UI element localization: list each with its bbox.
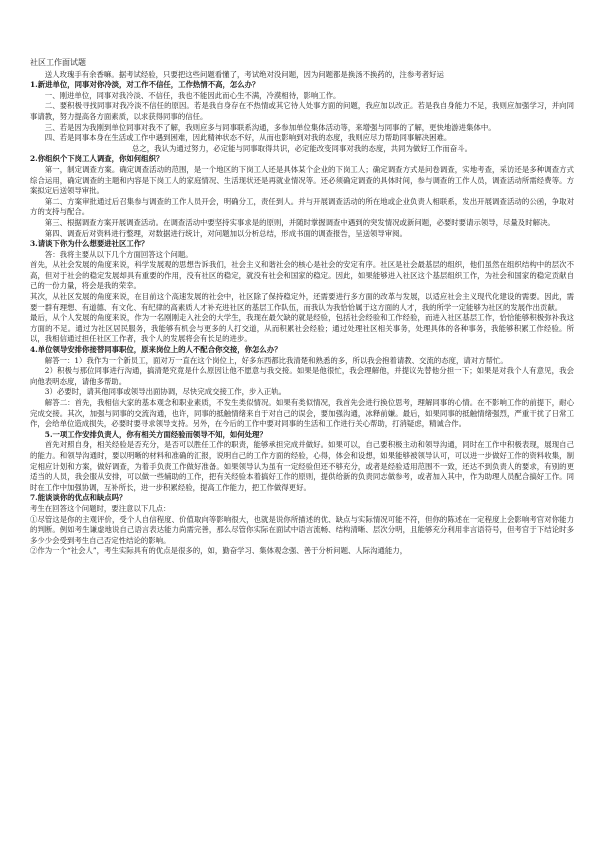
question-3-heading: 3.请谈下你为什么想要进社区工作？ [30, 239, 149, 249]
q4-answer-1c: 3）必要时，请其他同事或领导出面协调，尽快完成交接工作，步入正轨。 [44, 387, 287, 397]
q2-paragraph-4: 第四、调查后对资料进行整理，对数据进行统计，对问题加以分析总结，形成书面的调查报告，呈送领导审阅。 [44, 228, 407, 238]
q3-paragraph-1: 首先，从社会发展的角度来说，科学发展观的思想告诉我们，社会主义和谐社会的核心是社会的安定有序。社区是社会最基层的组织，他们虽然在组织结构中的层次不高，但对于社会的稳定发展却具有重要的作用，没有社区的稳定，就没有社会和国家的稳定。因此，如果能够进入社区这个基层组织工作，为社会和国家的稳定贡献自己的一份力量，将会是我的荣幸。 [30, 260, 574, 291]
q4-answer-1b: 2）积极与那位同事进行沟通，搞清楚究竟是什么原因让他不愿意与我交接。如果是他很忙，我会理解他，并提议先替他分担一下；如果是对我个人有意见，我会向他表明态度，请他多帮助。 [30, 366, 574, 386]
intro-paragraph: 送人玫瑰手有余香嘛。据考试经验，只要把这些问题看懂了，考试绝对没问题，因为问题都是换汤不换药的，注参考者好运 [44, 69, 444, 79]
q1-paragraph-3: 三、若是因为我刚到单位同事对我不了解，我则应多与同事联系沟通，多参加单位集体活动等，来增强与同事的了解，更快地游进集体中。 [44, 122, 496, 132]
question-7-heading: 7.能谈谈你的优点和缺点吗？ [30, 493, 127, 503]
q4-answer-1: 解答一：1）我作为一个新员工，面对万一直在这个岗位上，好多东西都比我清楚和熟悉的多，所以我会抱着请教、交流的态度，请对方帮忙。 [44, 355, 508, 365]
q7-point-2: ②作为一个“社会人”，考生实际具有的优点是很多的，如，勤奋学习、集体观念强、善于分析问题、人际沟通能力， [30, 546, 408, 556]
q4-answer-2: 解答二：首先，我相信大家的基本观念和职业素质，不发生类似情况。如果有类似情况，我首先会进行换位思考，理解同事的心情。在不影响工作的前提下，耐心完成交接。其次，加强与同事的交流沟通，也许，同事的抵触情绪来自于对自己的误会，要加强沟通，冰释前嫌。最后，如果同事的抵触情绪强烈，严重干扰了日常工作，会给单位造成损失，必要时要寻求领导支持。另外，在今后的工作中要对同事的生活和工作进行关心帮助，打消疑虑，精诚合作。 [30, 398, 574, 429]
q2-paragraph-1: 第一，制定调查方案。确定调查活动的范围，是一个地区的下岗工人还是具体某个企业的下岗工人；确定调查方式是问卷调查，实地考查，采访还是多种调查方式综合运用，确定调查的主题和内容是下岗工人的家庭情况、生活现状还是再就业情况等。还必须确定调查的具体时间，参与调查的工作人员，调查活动所需经费等。方案拟定后送领导审批。 [30, 164, 574, 196]
q1-paragraph-2: 二、要积极寻找同事对我冷淡不信任的原因。若是我自身存在不热情或其它待人处事方面的问题，我应加以改正。若是我自身能力不足，我则应加强学习，并向同事请教，努力提高各方面素质，以求获得同事的信任。 [30, 101, 574, 121]
question-4-heading: 4.单位领导安排你接替同事职位，原来岗位上的人不配合你交接，你怎么办？ [30, 345, 282, 355]
q7-point-1: ①尽管这是你的主观评价，受个人自信程度、价值取向等影响很大，也就是说你所描述的优、缺点与实际情况可能不符，但你的陈述在一定程度上会影响考官对你能力的判断。例如考生谦虚地说自己语言表达能力尚需完善，那么尽管你实际在面试中语言流畅、结构清晰、层次分明，且能够充分利用非言语符号，但考官于下结论时多多少少会受到考生自己否定性结论的影响。 [30, 514, 574, 545]
q5-paragraph-1: 首先对照自身，相关经验是否充分，是否可以胜任工作的职责，能够承担完成并做好。如果可以，自己要积极主动和领导沟通，同时在工作中积极表现，展现自己的能力。和领导沟通时，要以明晰的材料和准确的汇报，说明自己的工作方面的经验，心得，体会和设想，如果能够被领导认可，可以进一步做好工作的资料收集，制定相应计划和方案，做好调查，为着手负责工作做好准备。如果领导认为虽有一定经验但还不够充分，或者是经验适用范围不一致，还达不到负责人的要求，有别的更适当的人员，我会服从安排，可以做一些辅助的工作，把有关经验本着搞好工作的原则，提供给新的负责同志做参考，或者加入其中，作为助理人员配合搞好工作。同时在工作中加强协调，互补所长，进一步积累经验，提高工作能力，把工作做得更好。 [30, 440, 574, 492]
q2-paragraph-2: 第二、方案审批通过后召集参与调查的工作人员开会，明确分工，责任到人。并与开展调查活动的所在地或企业负责人相联系，发出开展调查活动的公函，争取对方的支持与配合。 [30, 196, 574, 217]
question-1-heading: 1.新进单位，同事对你冷淡，对工作不信任，工作热情不高，怎么办？ [30, 80, 260, 90]
q7-intro: 考生在回答这个问题时，要注意以下几点： [30, 503, 171, 513]
q1-paragraph-1: 一、刚进单位，同事对我冷淡、不信任，我也不能因此而心生不满，冷漠相待，影响工作。 [44, 90, 341, 100]
q1-paragraph-4: 四、若是同事本身在生活或工作中遇到困难，因此精神状态不好，从而也影响到对我的态度，我则应尽力帮助同事解决困难。 [44, 133, 452, 143]
document-title: 社区工作面试题 [30, 58, 86, 67]
question-5-heading: 5.一项工作安排负责人，你有相关方面经验而领导不知，如何处理？ [44, 429, 267, 439]
q2-paragraph-3: 第三、根据调查方案开展调查活动。在调查活动中要坚持实事求是的原则，并随时掌握调查中遇到的突发情况或新问题，必要时要请示领导，尽量及时解决。 [44, 217, 555, 227]
q1-summary: 总之，我认为通过努力，必定能与同事取得共识，必定能改变同事对我的态度，共同为做好工作而奋斗。 [132, 143, 472, 153]
q3-answer-intro: 答：我将主要从以下几个方面回答这个问题。 [44, 249, 193, 259]
q3-paragraph-3: 最后，从个人发展的角度来说，作为一名刚刚走入社会的大学生，我现在最欠缺的就是经验，包括社会经验和工作经验，而进入社区基层工作，恰恰能够积极弥补我这方面的不足。通过为社区居民服务，我能够有机会与更多的人打交道，从而积累社会经验；通过处理社区相关事务，处理具体的各种事务，我能够积累工作经验。所以，我相信通过担任社区工作者，我个人的发展将会有长足的进步。 [30, 313, 574, 344]
question-2-heading: 2.你组织个下岗工人调查，你如何组织？ [30, 154, 164, 164]
q3-paragraph-2: 其次，从社区发展的角度来说，在目前这个高速发展的社会中，社区除了保持稳定外，还需要进行多方面的改革与发展，以适应社会主义现代化建设的需要。因此，需要一群有理想、有道德、有文化、有纪律的高素质人才补充进社区的基层工作队伍，而我认为我恰恰属于这方面的人才，我的所学一定能够为社区的发展作出贡献。 [30, 292, 574, 312]
